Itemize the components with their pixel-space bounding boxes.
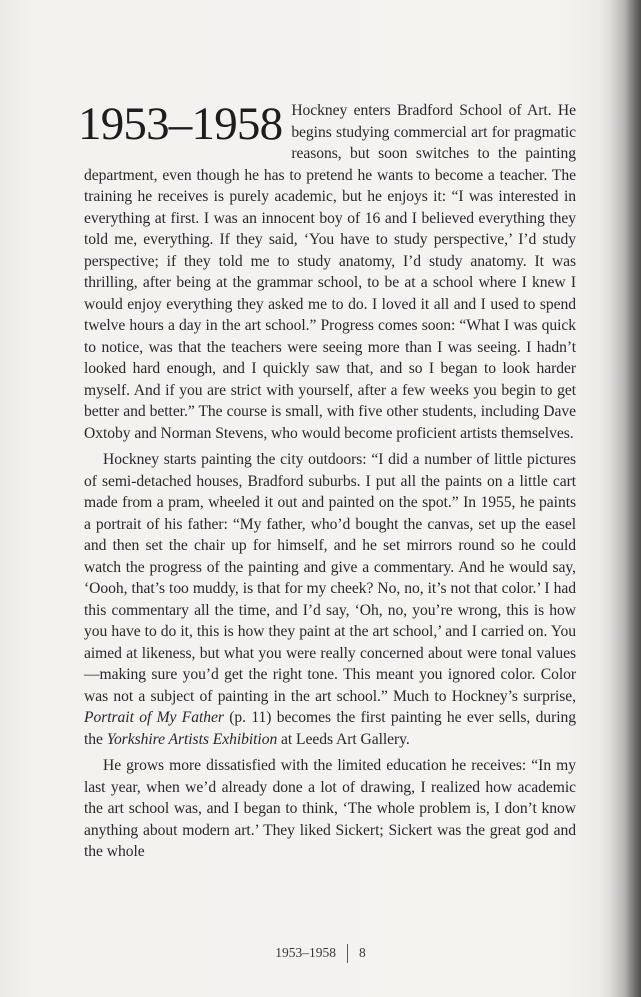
paragraph-1-text: Hockney enters Bradford School of Art. He begins studying commercial art for pragmatic reasons, but soon switches to the painting department, even though he has to pretend he wants to become a teacher. The training he receives is purely academic, but he enjoys it: “I was interested in everything at first. I was an innocent boy of 16 and I believed everything they told me, everything. If they said, ‘You have to study perspective,’ I’d study perspective; if they told me to study anatomy, I’d study anatomy. It was thrilling, after being at the grammar school, to be at a school where I knew I would enjoy everything they asked me to do. I loved it all and I used to spend twelve hours a day in the art school.” Progress comes soon: “What I was quick to notice, was that the teachers were seeing more than I was seeing. I hadn’t looked hard enough, and I quickly saw that, and so I began to look harder myself. And if you are strict with yourself, after a few weeks you begin to get better and better.” The course is small, with five other students, including Dave Oxtoby and Norman Stevens, who would become proficient artists themselves. bbox=[84, 102, 576, 442]
paragraph-2-text: (p. 11) becomes the first painting he ever sells, during the bbox=[84, 709, 576, 748]
paragraph-2 bbox=[84, 449, 576, 750]
paragraph-2-text: Hockney starts painting the city outdoors: “I did a number of little pictures of semi-detached houses, Bradford suburbs. I put all the paints on a little cart made from a pram, wheeled it out and painted on the spot.” In 1955, he paints a portrait of his father: “My father, who’d bought the canvas, set up the easel and then set the chair up for himself, and he set mirrors round so he could watch the progress of the painting and give a commentary. And he would say, ‘Oooh, that’s too muddy, is that for my cheek? No, no, it’s not that color.’ I had this commentary all the time, and I’d say, ‘Oh, no, you’re wrong, this is how you have to do it, this is how they paint at the art school,’ and I carried on. You aimed at likeness, but what you were really concerned about were tonal values—making sure you’d get the right tone. This meant you ignored color. Color was not a subject of painting in the art school.” Much to Hockney’s surprise, bbox=[84, 451, 576, 705]
exhibition-title: Yorkshire Artists Exhibition bbox=[106, 730, 278, 748]
paragraph-3 bbox=[84, 755, 576, 863]
paragraph-1 bbox=[84, 100, 576, 444]
paragraph-2-text: at Leeds Art Gallery. bbox=[277, 730, 410, 748]
paragraph-3-text: He grows more dissatisfied with the limited education he receives: “In my last year, when we’d already done a lot of drawing, I realized how academic the art school was, and I began to think, ‘The whole problem is, I don’t know anything about modern art.’ They liked Sickert; Sickert was the great god and the whole bbox=[84, 757, 576, 860]
body-text bbox=[78, 98, 576, 863]
page-number: 8 bbox=[359, 945, 366, 960]
artwork-title-portrait-of-my-father: Portrait of My Father bbox=[84, 709, 224, 726]
page-footer bbox=[0, 940, 641, 966]
book-spine-shadow bbox=[611, 0, 641, 997]
running-footer-section: 1953–1958 bbox=[275, 945, 336, 960]
year-heading: 1953–1958 bbox=[78, 98, 283, 150]
